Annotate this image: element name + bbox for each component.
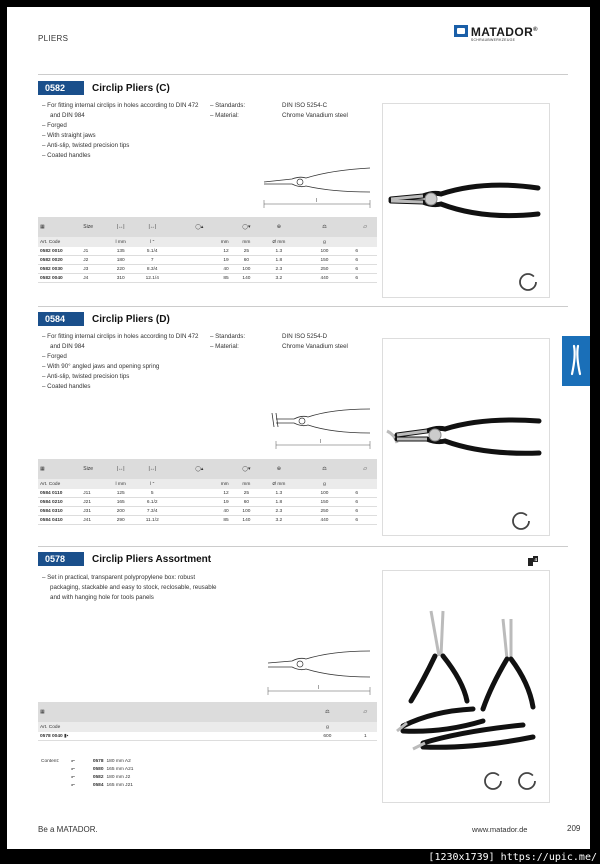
size-cell: J21 [81,498,105,507]
table-row [38,256,377,265]
tip-diameter-icon: ⊕ [262,459,295,479]
min-bore-icon: ◯▴ [168,459,231,479]
size-cell: J31 [81,507,105,516]
art-code: 0584 0310 [38,507,81,516]
list-item: ⟜ 0578 180 mm A2 [71,759,131,764]
hanging-box-icon [527,555,539,567]
units-cell [354,722,377,732]
spec-row: – Material: Chrome Vanadium steel [210,343,348,350]
plier-photo-icon [383,339,549,535]
pack-cell: 6 [353,256,377,265]
length-inch-cell: 7.3/4 [136,507,168,516]
length-inch-icon: |↔| [136,459,168,479]
spec-list [210,332,348,352]
units-cell: g [296,479,354,489]
spec-row: – Standards: DIN ISO 5254-C [210,102,328,109]
circlip-icon [519,773,535,789]
table-row [38,274,377,283]
brand-subtitle: SCHRAUBWERKZEUGE [470,38,516,42]
size-cell: J11 [81,489,105,498]
length-inch-icon: |↔| [136,217,168,237]
min-bore-cell: 12 [168,489,231,498]
max-bore-cell: 140 [231,274,262,283]
spec-row: – Material: Chrome Vanadium steel [210,112,348,119]
section-number: 0584 [38,312,84,326]
max-bore-cell: 60 [231,498,262,507]
units-cell: mm [168,479,231,489]
table-row [38,489,377,498]
book-icon: ▦ [38,217,81,237]
units-cell: l mm [105,479,136,489]
plier-set-photo-icon [383,571,549,802]
section-title: Circlip Pliers (C) [92,82,170,94]
feature-item: – Coated handles [42,383,91,390]
brand-logo-icon [454,25,468,37]
circlip-icon [520,274,536,290]
content-label: Content: [41,759,60,764]
plier-tip-icon: ⟜ [71,775,75,780]
product-photo-0584 [382,338,550,536]
max-bore-cell: 25 [231,247,262,256]
pack-icon: ▱ [353,459,377,479]
section-header-0584 [38,312,170,326]
art-code: 0584 0410 [38,516,81,525]
units-cell: g [301,722,353,732]
units-cell: Ø mm [262,479,295,489]
feature-item: – With straight jaws [42,132,96,139]
size-cell: J41 [81,516,105,525]
units-cell: mm [168,237,231,247]
weight-cell: 440 [296,274,354,283]
max-bore-cell: 140 [231,516,262,525]
length-inch-cell: 8.3/4 [136,265,168,274]
pack-icon: ▱ [354,702,377,722]
feature-item: – Anti-slip, twisted precision tips [42,142,130,149]
min-bore-cell: 40 [168,265,231,274]
weight-icon: ⚖ [301,702,353,722]
page-category-title: PLIERS [38,34,69,43]
pack-cell: 6 [353,274,377,283]
units-cell: l " [136,479,168,489]
table-units-row [38,479,377,489]
length-mm-cell: 200 [105,507,136,516]
section-divider [38,546,568,547]
units-cell [81,479,105,489]
min-bore-icon: ◯▴ [168,217,231,237]
chapter-tab-pliers[interactable] [562,336,590,386]
pack-cell: 6 [353,247,377,256]
units-cell: l mm [105,237,136,247]
length-label: l [318,685,320,691]
weight-icon: ⚖ [296,217,354,237]
max-bore-icon: ◯▾ [231,217,262,237]
max-bore-cell: 25 [231,489,262,498]
spec-table-0582 [38,217,377,283]
length-mm-cell: 220 [105,265,136,274]
length-inch-cell: 5.1/4 [136,247,168,256]
brand-name: MATADOR® [470,25,538,39]
art-code: 0578 0040 ▮▪ [38,732,301,741]
plier-drawing-assortment [262,647,374,699]
pack-icon: ▱ [353,217,377,237]
length-mm-icon: |↔| [105,217,136,237]
pack-cell: 6 [353,516,377,525]
list-item: ⟜ 0584 165 mm J21 [71,783,133,788]
units-cell: Art. Code [38,237,81,247]
section-title: Circlip Pliers Assortment [92,553,212,565]
units-cell: Art. Code [38,479,81,489]
pack-count: 4 [534,557,538,562]
feature-item: – Coated handles [42,152,91,159]
max-bore-cell: 100 [231,265,262,274]
hanging-box-icon: ▮▪ [64,733,69,739]
length-mm-icon: |↔| [105,459,136,479]
assortment-content [41,758,133,790]
length-inch-cell: 12.1/4 [136,274,168,283]
table-row [38,247,377,256]
catalog-page [7,7,590,849]
footer-url[interactable]: www.matador.de [472,825,528,834]
feature-item: – Forged [42,353,67,360]
table-row [38,265,377,274]
plier-tip-icon: ⟜ [71,767,75,772]
tip-diameter-cell: 2.3 [262,507,295,516]
tip-diameter-cell: 1.3 [262,247,295,256]
tip-diameter-icon: ⊕ [262,217,295,237]
size-cell: J3 [81,265,105,274]
table-symbol-row [38,459,377,479]
feature-list [42,332,207,392]
tip-diameter-cell: 1.3 [262,489,295,498]
section-divider [38,74,568,75]
max-bore-cell: 100 [231,507,262,516]
pack-cell: 6 [353,498,377,507]
pack-cell: 6 [353,265,377,274]
table-row [38,498,377,507]
feature-item: – With 90° angled jaws and opening spring [42,363,160,370]
length-inch-cell: 11.1/2 [136,516,168,525]
units-cell [353,479,377,489]
min-bore-cell: 19 [168,498,231,507]
art-code: 0584 0110 [38,489,81,498]
length-mm-cell: 125 [105,489,136,498]
table-row [38,732,377,741]
pack-cell: 6 [353,507,377,516]
tip-diameter-cell: 3.2 [262,274,295,283]
footer-slogan: Be a MATADOR. [38,825,98,834]
length-mm-cell: 135 [105,247,136,256]
section-header-0578 [38,552,211,566]
product-photo-0582 [382,103,550,298]
length-mm-cell: 290 [105,516,136,525]
list-item: ⟜ 0582 180 mm J2 [71,775,131,780]
circlip-icon [513,513,529,529]
tip-diameter-cell: 1.8 [262,256,295,265]
length-mm-cell: 180 [105,256,136,265]
plier-tip-icon: ⟜ [71,783,75,788]
feature-item: – Anti-slip, twisted precision tips [42,373,130,380]
list-item: ⟜ 0580 165 mm A21 [71,767,134,772]
feature-list [42,101,207,161]
size-cell: J2 [81,256,105,265]
table-row [38,507,377,516]
weight-icon: ⚖ [296,459,354,479]
spec-table-0584 [38,459,377,525]
table-units-row [38,722,377,732]
section-number: 0582 [38,81,84,95]
weight-cell: 150 [296,498,354,507]
feature-list [42,573,220,603]
units-cell: g [296,237,354,247]
art-code: 0582 0040 [38,274,81,283]
length-inch-cell: 6.1/2 [136,498,168,507]
length-mm-cell: 165 [105,498,136,507]
units-cell: mm [231,479,262,489]
section-header-0582 [38,81,170,95]
section-number: 0578 [38,552,84,566]
min-bore-cell: 40 [168,507,231,516]
tip-diameter-cell: 2.3 [262,265,295,274]
feature-item: – Forged [42,122,67,129]
feature-item: – For fitting internal circlips in holes according to DIN 472 and DIN 984 [42,333,199,350]
weight-cell: 440 [296,516,354,525]
spec-list [210,101,348,121]
plier-photo-icon [383,104,549,297]
max-bore-cell: 60 [231,256,262,265]
table-units-row [38,237,377,247]
table-row [38,516,377,525]
weight-cell: 250 [296,507,354,516]
min-bore-cell: 12 [168,247,231,256]
max-bore-icon: ◯▾ [231,459,262,479]
weight-cell: 100 [296,489,354,498]
table-symbol-row [38,217,377,237]
plier-tip-icon: ⟜ [71,759,75,764]
length-inch-cell: 5 [136,489,168,498]
spec-table-0578 [38,702,377,741]
size-header: Size [81,217,105,237]
art-code: 0582 0010 [38,247,81,256]
product-photo-0578 [382,570,550,803]
min-bore-cell: 85 [168,516,231,525]
length-inch-cell: 7 [136,256,168,265]
art-code: 0584 0210 [38,498,81,507]
units-cell [81,237,105,247]
art-code: 0582 0030 [38,265,81,274]
pliers-icon [562,336,590,386]
feature-item: – For fitting internal circlips in holes according to DIN 472 and DIN 984 [42,102,199,119]
size-cell: J4 [81,274,105,283]
length-mm-cell: 310 [105,274,136,283]
book-icon: ▦ [38,702,301,722]
pack-cell: 1 [354,732,377,741]
min-bore-cell: 19 [168,256,231,265]
pack-cell: 6 [353,489,377,498]
units-cell [353,237,377,247]
feature-item: – Set in practical, transparent polypropylene box: robust packaging, stackable and easy to stock, reclosable, reusable and with hanging hole for tools panels [42,574,217,601]
size-header: Size [81,459,105,479]
plier-drawing-angled [262,405,374,457]
weight-cell: 150 [296,256,354,265]
length-label: l [320,439,322,445]
image-watermark: [1230x1739] https://upic.me/ [425,851,600,864]
units-cell: l " [136,237,168,247]
length-label: l [316,198,318,204]
page-number: 209 [567,824,581,833]
section-divider [38,306,568,307]
book-icon: ▦ [38,459,81,479]
plier-drawing-straight [262,162,374,214]
art-code: 0582 0020 [38,256,81,265]
brand-logo [454,24,538,42]
size-cell: J1 [81,247,105,256]
circlip-icon [485,773,501,789]
weight-cell: 250 [296,265,354,274]
min-bore-cell: 85 [168,274,231,283]
tip-diameter-cell: 1.8 [262,498,295,507]
units-cell: Ø mm [262,237,295,247]
weight-cell: 600 [301,732,353,741]
spec-row: – Standards: DIN ISO 5254-D [210,333,328,340]
weight-cell: 100 [296,247,354,256]
units-cell: Art. Code [38,722,301,732]
units-cell: mm [231,237,262,247]
section-title: Circlip Pliers (D) [92,313,170,325]
tip-diameter-cell: 3.2 [262,516,295,525]
table-symbol-row [38,702,377,722]
